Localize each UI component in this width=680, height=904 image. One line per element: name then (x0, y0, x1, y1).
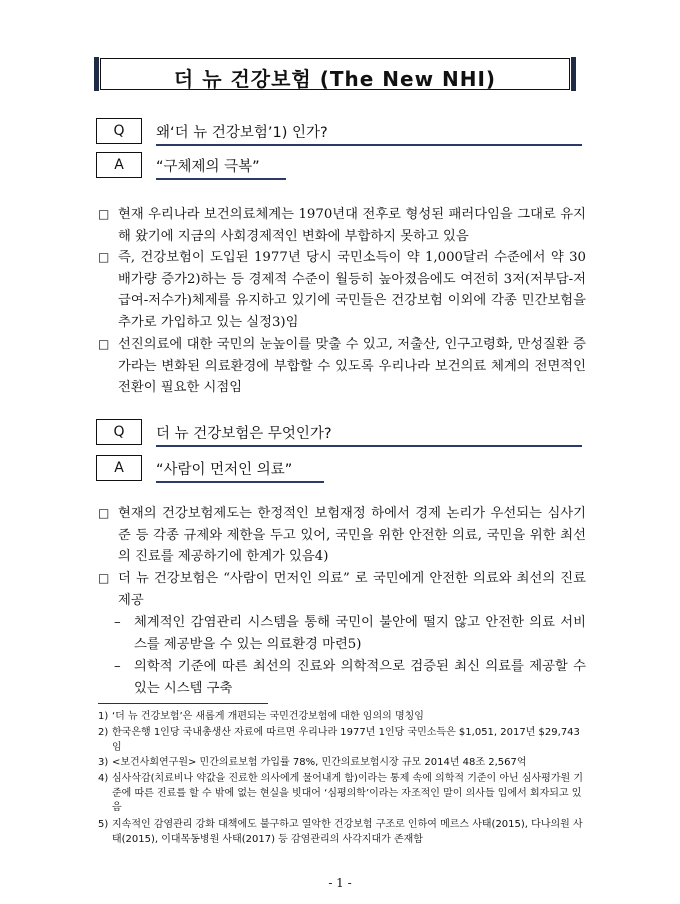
dash-marker: – (114, 615, 121, 630)
section1-bullet-3 (98, 334, 586, 399)
question-2 (96, 419, 582, 447)
footnote-number: 1) (98, 711, 109, 722)
section2-dash-1 (114, 612, 586, 655)
question-1-underline (156, 144, 582, 146)
footnote-text: ‘더 뉴 건강보험’은 새롭게 개편되는 국민건강보험에 대한 임의의 명칭임 (112, 711, 424, 722)
title-right-bar (571, 57, 576, 91)
dash-text: 체계적인 감염관리 시스템을 통해 국민이 불안에 떨지 않고 안전한 의료 서비스를 제공받을 수 있는 의료환경 마련5) (134, 615, 586, 652)
footnote-text: <보건사회연구원> 민간의료보험 가입률 78%, 민간의료보험시장 규모 2014년 48조 2,567억 (112, 757, 527, 768)
question-2-text: 더 뉴 건강보험은 무엇인가? (156, 426, 332, 442)
footnote-1 (98, 710, 586, 725)
dash-text: 의학적 기준에 따른 최선의 진료와 의학적으로 검증된 최신 의료를 제공할 수 있는 시스템 구축 (134, 659, 586, 696)
section2-bullet-1 (98, 503, 586, 568)
bullet-square-icon: □ (98, 250, 110, 264)
page-title: 더 뉴 건강보험 (The New NHI) (173, 67, 497, 91)
footnote-2 (98, 726, 586, 755)
bullet-square-icon: □ (98, 337, 110, 351)
footnote-5 (98, 818, 586, 847)
answer-2-text: “사람이 먼저인 의료” (156, 462, 293, 478)
section1-bullet-2 (98, 247, 586, 333)
a-label-box: A (96, 455, 142, 481)
footnote-number: 5) (98, 819, 109, 830)
footnote-number: 3) (98, 757, 109, 768)
answer-1 (96, 152, 582, 180)
footnote-number: 4) (98, 773, 109, 784)
footnote-text: 심사삭감(치료비나 약값을 진료한 의사에게 물어내게 함)이라는 통제 속에 의학적 기준이 아닌 심사평가원 기준에 따른 진료를 할 수 밖에 없는 현실을 빗대어 ‘심평의학’이라는 자조적인 말이 의사들 입에서 회자되고 있음 (112, 773, 583, 813)
bullet-square-icon: □ (98, 506, 110, 520)
title-left-bar (94, 57, 99, 91)
page-number: - 1 - (328, 876, 352, 890)
footnote-text: 지속적인 감염관리 강화 대책에도 불구하고 열악한 건강보험 구조로 인하여 메르스 사태(2015), 다나의원 사태(2015), 이대목동병원 사태(2017) 등 감염관리의 사각지대가 존재함 (112, 819, 583, 845)
q-label-box: Q (96, 118, 142, 144)
footnote-number: 2) (98, 727, 109, 738)
answer-1-underline (156, 178, 286, 180)
bullet-text: 현재의 건강보험제도는 한정적인 보험재정 하에서 경제 논리가 우선되는 심사기준 등 각종 규제와 제한을 두고 있어, 국민을 위한 안전한 의료, 국민을 위한 최선의 진료를 제공하기에 한계가 있음4) (118, 506, 586, 564)
answer-2 (96, 455, 582, 483)
bullet-text: 더 뉴 건강보험은 “사람이 먼저인 의료” 로 국민에게 안전한 의료와 최선의 진료 제공 (118, 571, 586, 608)
a-label-box: A (96, 152, 142, 178)
section1-bullet-1 (98, 204, 586, 247)
footnote-text: 한국은행 1인당 국내총생산 자료에 따르면 우리나라 1977년 1인당 국민소득은 $1,051, 2017년 $29,743임 (112, 727, 580, 753)
footnote-4 (98, 772, 586, 816)
answer-1-text: “구체제의 극복” (156, 159, 260, 175)
dash-marker: – (114, 659, 121, 674)
section2-bullet-2 (98, 568, 586, 611)
bullet-square-icon: □ (98, 571, 110, 585)
question-2-underline (156, 445, 582, 447)
question-1 (96, 118, 582, 146)
bullet-text: 선진의료에 대한 국민의 눈높이를 맞출 수 있고, 저출산, 인구고령화, 만성질환 증가라는 변화된 의료환경에 부합할 수 있도록 우리나라 보건의료 체계의 전면적인 전환이 필요한 시점임 (118, 337, 586, 395)
q-label-box: Q (96, 419, 142, 445)
section2-dash-2 (114, 656, 586, 699)
bullet-text: 즉, 건강보험이 도입된 1977년 당시 국민소득이 약 1,000달러 수준에서 약 30배가량 증가2)하는 등 경제적 수준이 월등히 높아졌음에도 여전히 3저(저부담-저급여-저수가)체제를 유지하고 있기에 국민들은 건강보험 이외에 각종 민간보험을 추가로 가입하고 있는 실정3)임 (118, 250, 586, 330)
bullet-text: 현재 우리나라 보건의료체계는 1970년대 전후로 형성된 패러다임을 그대로 유지해 왔기에 지금의 사회경제적인 변화에 부합하지 못하고 있음 (118, 207, 586, 244)
footnote-separator (98, 703, 268, 704)
answer-2-underline (156, 481, 324, 483)
footnote-3 (98, 756, 586, 771)
bullet-square-icon: □ (98, 207, 110, 221)
question-1-text: 왜‘더 뉴 건강보험’1) 인가? (156, 125, 328, 141)
title-box (100, 58, 570, 90)
